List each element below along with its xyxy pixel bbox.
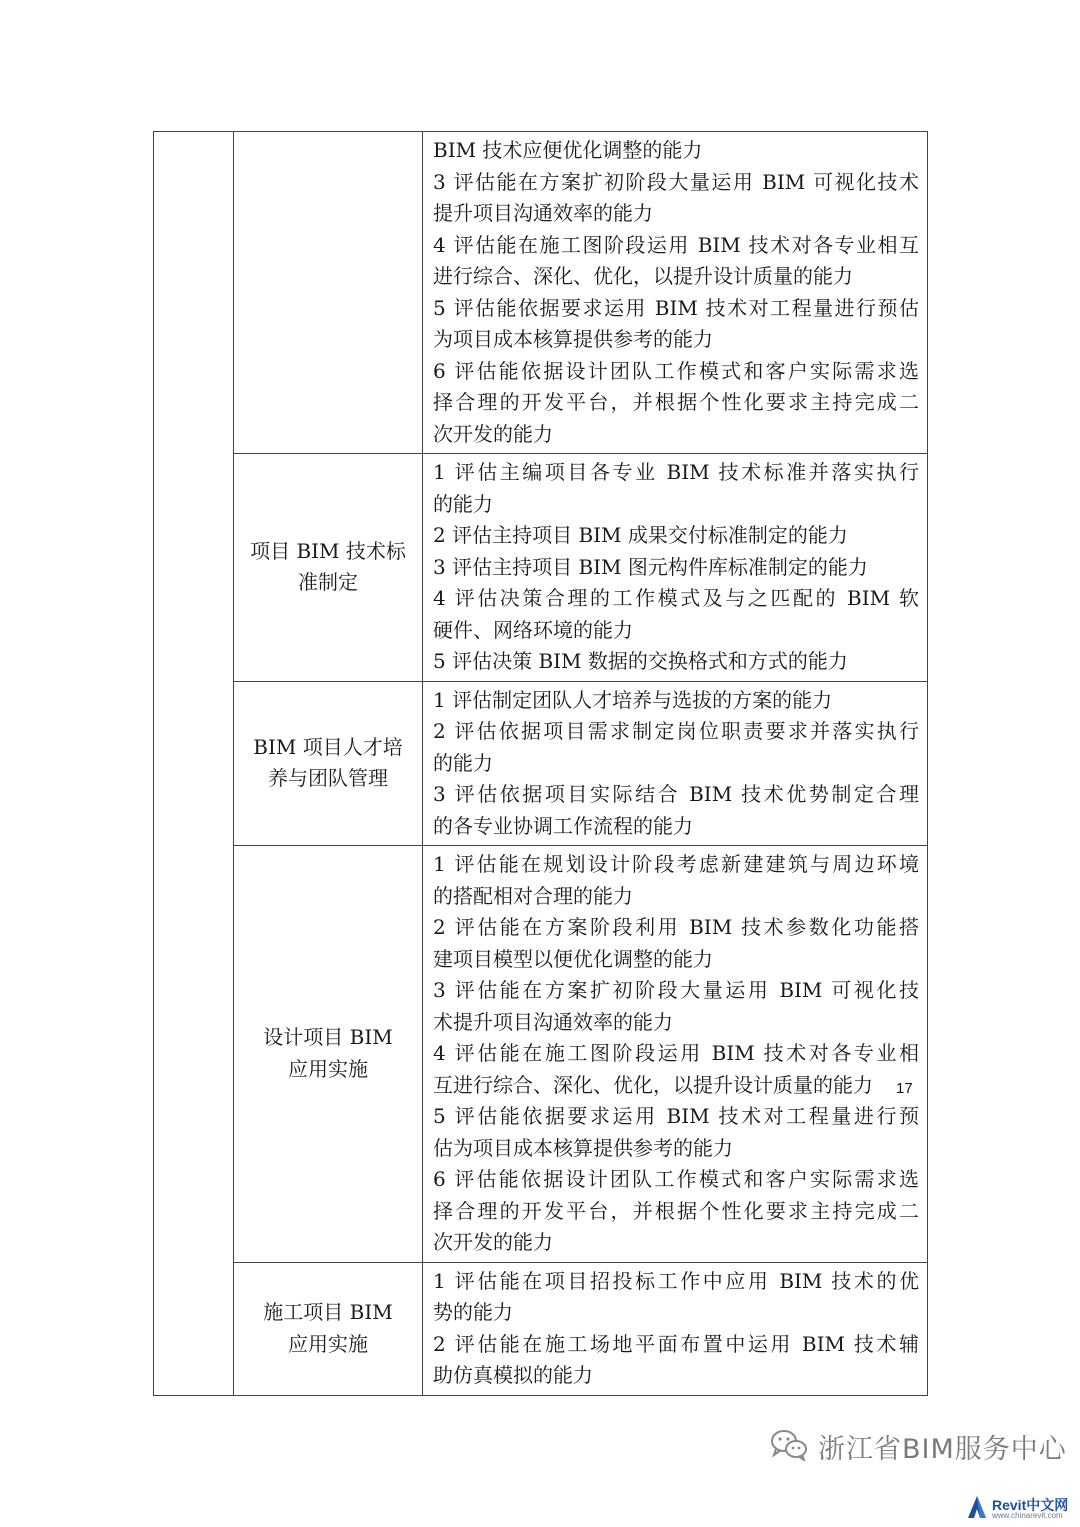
content-line: 3 评估能在方案扩初阶段大量运用 BIM 可视化技 <box>433 978 919 1002</box>
content-line: 术提升项目沟通效率的能力 <box>433 1009 673 1034</box>
item-cell <box>234 454 423 682</box>
content-line: 估为项目成本核算提供参考的能力 <box>433 1135 733 1160</box>
content-line: 建项目模型以便优化调整的能力 <box>433 946 713 971</box>
content-line: 2 评估能在方案阶段利用 BIM 技术参数化功能搭 <box>433 915 919 939</box>
item-label-line: 准制定 <box>298 570 358 595</box>
item-label-line: BIM 项目人才培 <box>253 734 403 759</box>
site-name: Revit中文网 <box>992 1497 1069 1513</box>
table-row <box>154 846 928 1263</box>
content-line: 1 评估制定团队人才培养与选拔的方案的能力 <box>433 687 833 712</box>
category-cell <box>154 132 234 1396</box>
item-label-line: 应用实施 <box>288 1056 368 1081</box>
site-logo <box>966 1494 1068 1524</box>
item-label-line: 养与团队管理 <box>268 766 388 791</box>
content-line: 的各专业协调工作流程的能力 <box>433 813 693 838</box>
content-line: 6 评估能依据设计团队工作模式和客户实际需求选 <box>433 1167 919 1191</box>
content-line: 1 评估主编项目各专业 BIM 技术标准并落实执行 <box>433 460 919 484</box>
table-row <box>154 1262 928 1395</box>
content-line: 势的能力 <box>433 1300 513 1324</box>
content-line: 4 评估能在施工图阶段运用 BIM 技术对各专业相 <box>433 1041 919 1065</box>
revit-logo-icon <box>966 1494 988 1524</box>
content-line: 3 评估主持项目 BIM 图元构件库标准制定的能力 <box>433 554 868 579</box>
content-cell <box>423 454 928 682</box>
content-cell <box>423 681 928 846</box>
item-cell <box>234 1262 423 1395</box>
content-line: 择合理的开发平台，并根据个性化要求主持完成二 <box>433 390 919 414</box>
content-line: 3 评估依据项目实际结合 BIM 技术优势制定合理 <box>433 782 919 806</box>
watermark <box>770 1427 1067 1466</box>
content-line: 4 评估能在施工图阶段运用 BIM 技术对各专业相互 <box>433 232 919 257</box>
item-cell <box>234 846 423 1263</box>
content-line: 3 评估能在方案扩初阶段大量运用 BIM 可视化技术 <box>433 169 919 194</box>
content-line: 的搭配相对合理的能力 <box>433 883 633 908</box>
content-line: 2 评估主持项目 BIM 成果交付标准制定的能力 <box>433 523 848 547</box>
content-cell <box>423 846 928 1263</box>
content-line: 4 评估决策合理的工作模式及与之匹配的 BIM 软 <box>433 586 919 610</box>
watermark-text: 浙江省BIM服务中心 <box>818 1434 1067 1465</box>
table-row <box>154 681 928 846</box>
page-number: 17 <box>896 1080 913 1097</box>
content-line: 进行综合、深化、优化，以提升设计质量的能力 <box>433 264 853 288</box>
content-line: 5 评估决策 BIM 数据的交换格式和方式的能力 <box>433 649 848 673</box>
content-cell <box>423 132 928 454</box>
content-line: 的能力 <box>433 491 493 516</box>
item-label-line: 项目 BIM 技术标 <box>250 538 406 563</box>
content-line: 5 评估能依据要求运用 BIM 技术对工程量进行预估 <box>433 295 919 320</box>
content-line: 硬件、网络环境的能力 <box>433 617 633 642</box>
content-line: 助仿真模拟的能力 <box>433 1363 593 1387</box>
content-line: 的能力 <box>433 750 493 775</box>
item-cell <box>234 681 423 846</box>
item-label-line: 应用实施 <box>288 1331 368 1356</box>
content-line: BIM 技术应便优化调整的能力 <box>433 138 703 162</box>
table-row <box>154 454 928 682</box>
table-row <box>154 132 928 454</box>
content-line: 互进行综合、深化、优化，以提升设计质量的能力 <box>433 1072 873 1097</box>
wechat-icon <box>770 1429 808 1465</box>
content-line: 次开发的能力 <box>433 421 553 446</box>
content-line: 1 评估能在规划设计阶段考虑新建建筑与周边环境 <box>433 852 919 876</box>
evaluation-table <box>153 131 928 1396</box>
item-label-line: 施工项目 BIM <box>263 1300 393 1324</box>
content-line: 次开发的能力 <box>433 1230 553 1254</box>
content-line: 2 评估依据项目需求制定岗位职责要求并落实执行 <box>433 719 919 743</box>
content-line: 提升项目沟通效率的能力 <box>433 201 653 225</box>
content-line: 5 评估能依据要求运用 BIM 技术对工程量进行预 <box>433 1104 919 1128</box>
site-url: www.chinarevit.com <box>992 1511 1063 1520</box>
content-line: 1 评估能在项目招投标工作中应用 BIM 技术的优 <box>433 1268 919 1293</box>
content-cell <box>423 1262 928 1395</box>
content-line: 为项目成本核算提供参考的能力 <box>433 327 713 351</box>
item-label-line: 设计项目 BIM <box>263 1025 393 1050</box>
content-line: 6 评估能依据设计团队工作模式和客户实际需求选 <box>433 358 919 383</box>
content-line: 2 评估能在施工场地平面布置中运用 BIM 技术辅 <box>433 1331 919 1356</box>
content-line: 择合理的开发平台，并根据个性化要求主持完成二 <box>433 1198 919 1223</box>
item-cell <box>234 132 423 454</box>
